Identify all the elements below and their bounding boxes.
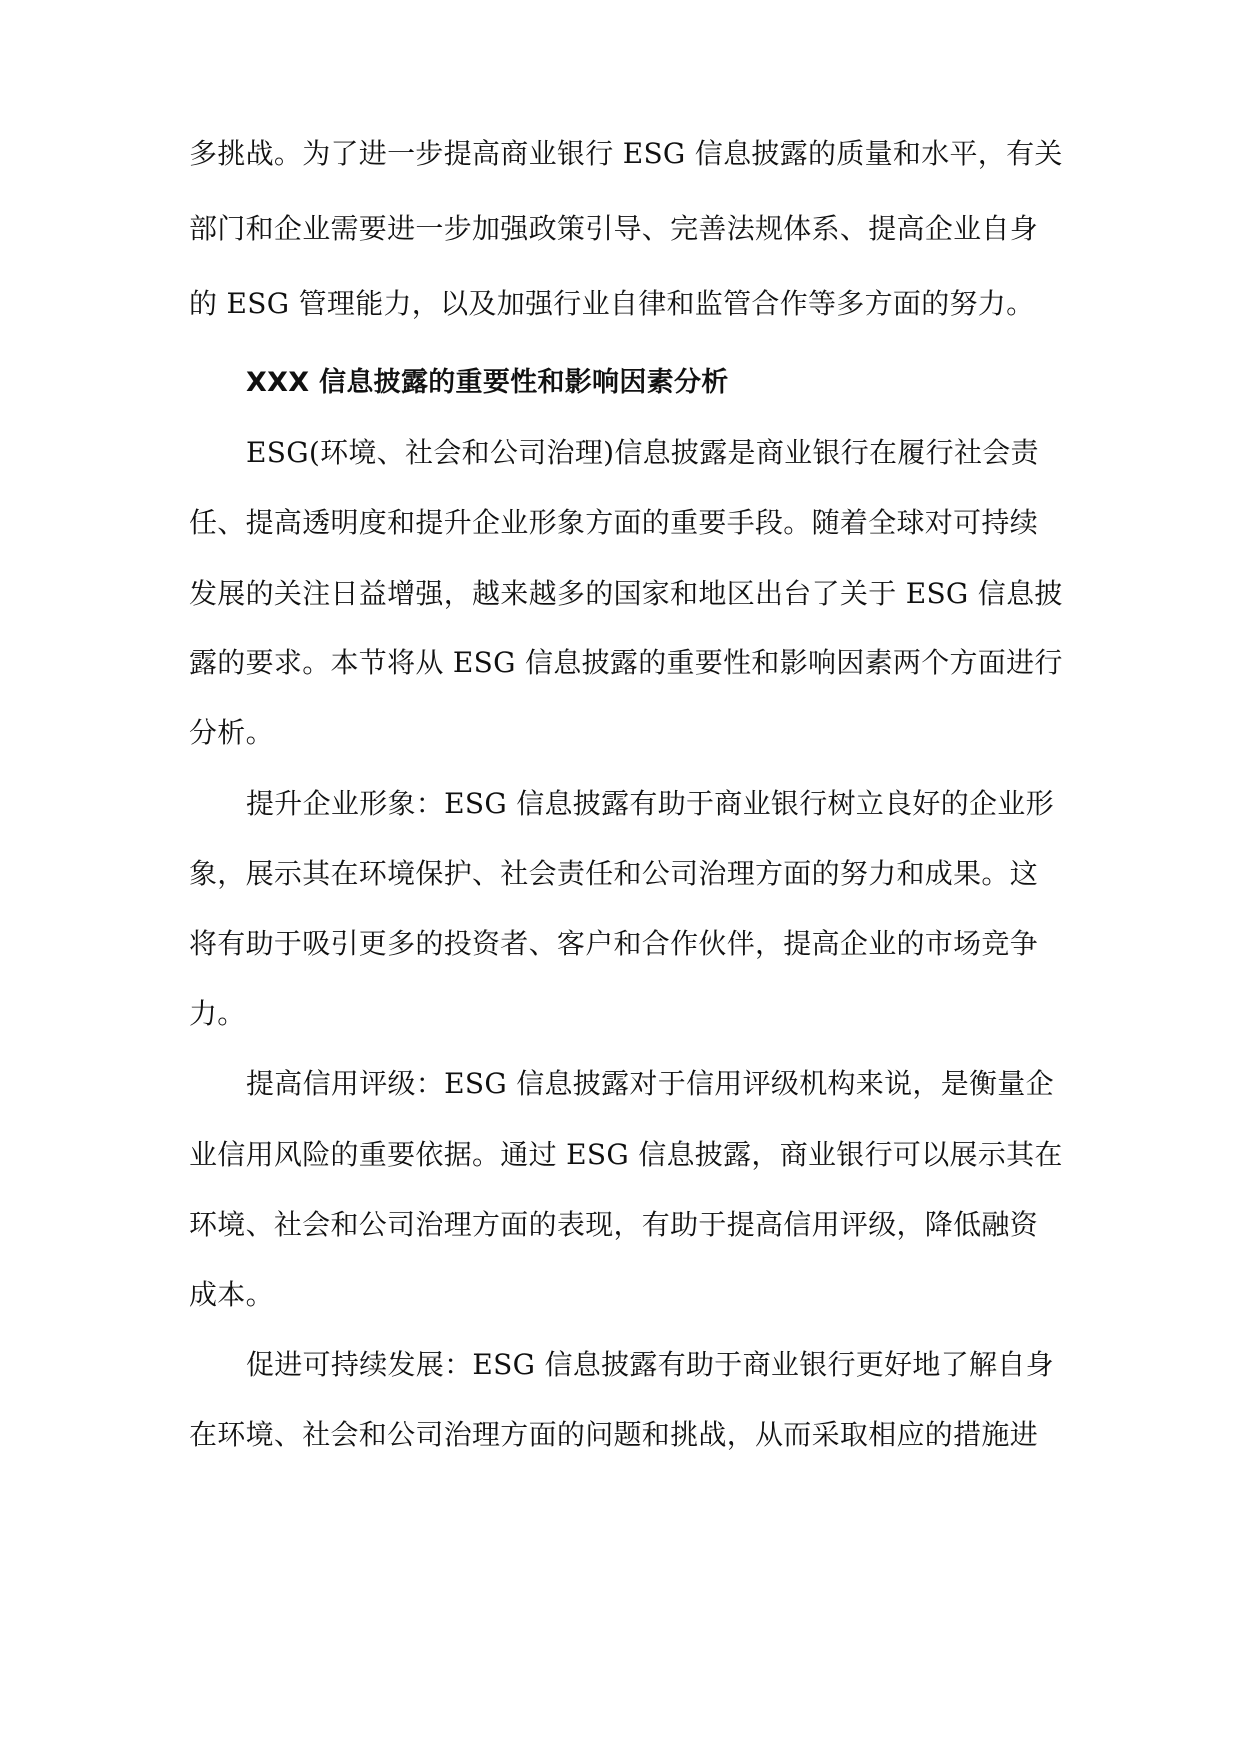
text-line: 成本。 xyxy=(189,1278,274,1311)
text-line: 分析。 xyxy=(189,716,274,749)
text-line: 环境、社会和公司治理方面的表现，有助于提高信用评级，降低融资 xyxy=(189,1208,1039,1241)
section-heading: XXX 信息披露的重要性和影响因素分析 xyxy=(246,367,729,398)
text-line: 提高信用评级：ESG 信息披露对于信用评级机构来说，是衡量企 xyxy=(246,1067,1054,1100)
text-line: 露的要求。本节将从 ESG 信息披露的重要性和影响因素两个方面进行 xyxy=(189,646,1063,679)
text-line: 象，展示其在环境保护、社会责任和公司治理方面的努力和成果。这 xyxy=(189,857,1039,890)
text-line: 促进可持续发展：ESG 信息披露有助于商业银行更好地了解自身 xyxy=(246,1348,1054,1381)
text-line: 多挑战。为了进一步提高商业银行 ESG 信息披露的质量和水平，有关 xyxy=(189,137,1063,170)
text-line: 提升企业形象：ESG 信息披露有助于商业银行树立良好的企业形 xyxy=(246,787,1054,820)
text-line: 的 ESG 管理能力，以及加强行业自律和监管合作等多方面的努力。 xyxy=(189,287,1035,320)
text-line: 力。 xyxy=(189,997,246,1030)
text-line: 部门和企业需要进一步加强政策引导、完善法规体系、提高企业自身 xyxy=(189,212,1039,245)
text-line: ESG(环境、社会和公司治理)信息披露是商业银行在履行社会责 xyxy=(246,436,1039,469)
text-line: 任、提高透明度和提升企业形象方面的重要手段。随着全球对可持续 xyxy=(189,506,1039,539)
text-line: 发展的关注日益增强，越来越多的国家和地区出台了关于 ESG 信息披 xyxy=(189,577,1063,610)
text-line: 业信用风险的重要依据。通过 ESG 信息披露，商业银行可以展示其在 xyxy=(189,1138,1063,1171)
text-line: 将有助于吸引更多的投资者、客户和合作伙伴，提高企业的市场竞争 xyxy=(189,927,1039,960)
text-line: 在环境、社会和公司治理方面的问题和挑战，从而采取相应的措施进 xyxy=(189,1418,1039,1451)
